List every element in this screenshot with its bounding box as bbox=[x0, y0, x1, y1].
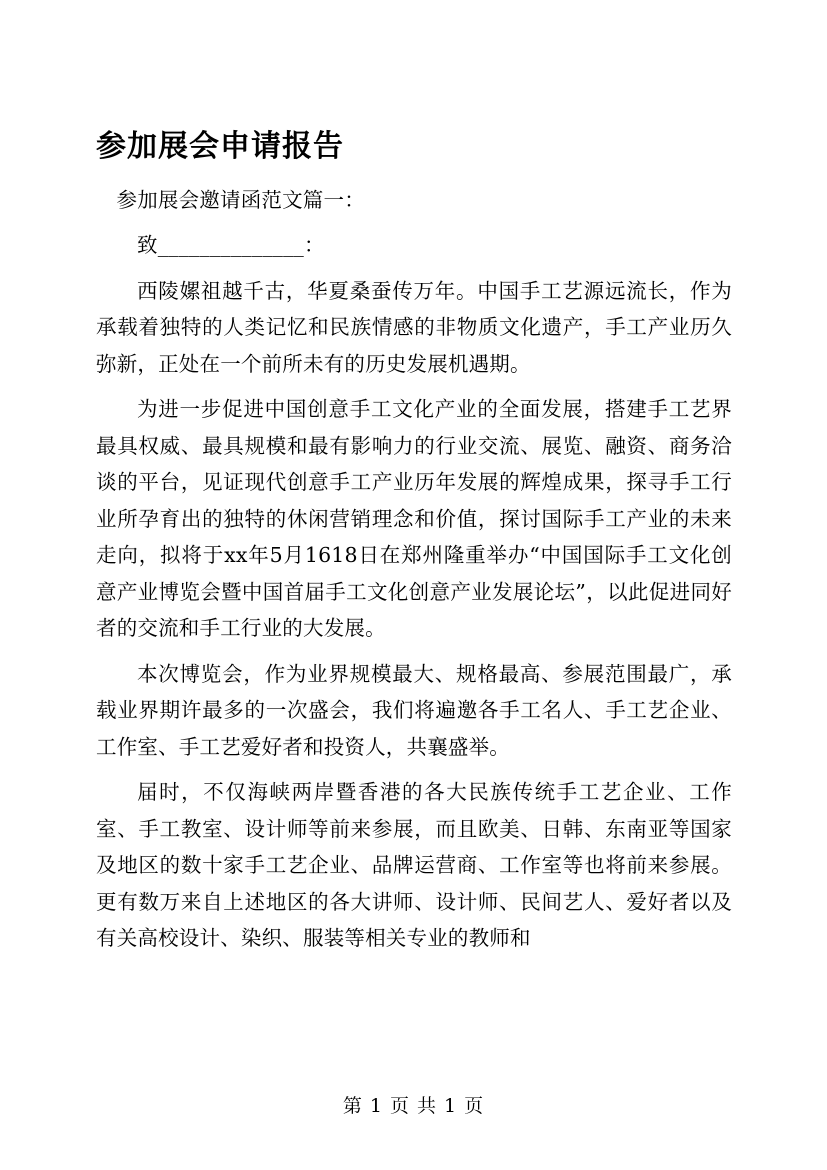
document-paragraph-3: 本次博览会，作为业界规模最大、规格最高、参展范围最广，承载业界期许最多的一次盛会，我们将遍邀各手工名人、手工艺企业、工作室、手工艺爱好者和投资人，共襄盛举。 bbox=[96, 661, 732, 759]
document-paragraph-4: 届时，不仅海峡两岸暨香港的各大民族传统手工艺企业、工作室、手工教室、设计师等前来参展，而且欧美、日韩、东南亚等国家及地区的数十家手工艺企业、品牌运营商、工作室等也将前来参展。更有数万来自上述地区的各大讲师、设计师、民间艺人、爱好者以及有关高校设计、染织、服装等相关专业的教师和 bbox=[96, 780, 732, 951]
document-salutation: 致______________： bbox=[137, 233, 325, 258]
document-body bbox=[96, 126, 732, 959]
document-subtitle: 参加展会邀请函范文篇一： bbox=[116, 188, 365, 212]
page-footer: 第 1 页 共 1 页 bbox=[342, 1095, 485, 1117]
document-paragraph-1: 西陵嫘祖越千古，华夏桑蚕传万年。中国手工艺源远流长，作为承载着独特的人类记忆和民族情感的非物质文化遗产，手工产业历久弥新，正处在一个前所未有的历史发展机遇期。 bbox=[96, 278, 732, 376]
document-paragraph-2: 为进一步促进中国创意手工文化产业的全面发展，搭建手工艺界最具权威、最具规模和最有影响力的行业交流、展览、融资、商务洽谈的平台，见证现代创意手工产业历年发展的辉煌成果，探寻手工行业所孕育出的独特的休闲营销理念和价值，探讨国际手工产业的未来走向，拟将于xx年5月1618日在郑州隆重举办“中国国际手工文化创意产业博览会暨中国首届手工文化创意产业发展论坛”，以此促进同好者的交流和手工行业的大发展。 bbox=[96, 397, 732, 641]
page-title: 参加展会申请报告 bbox=[96, 129, 344, 164]
